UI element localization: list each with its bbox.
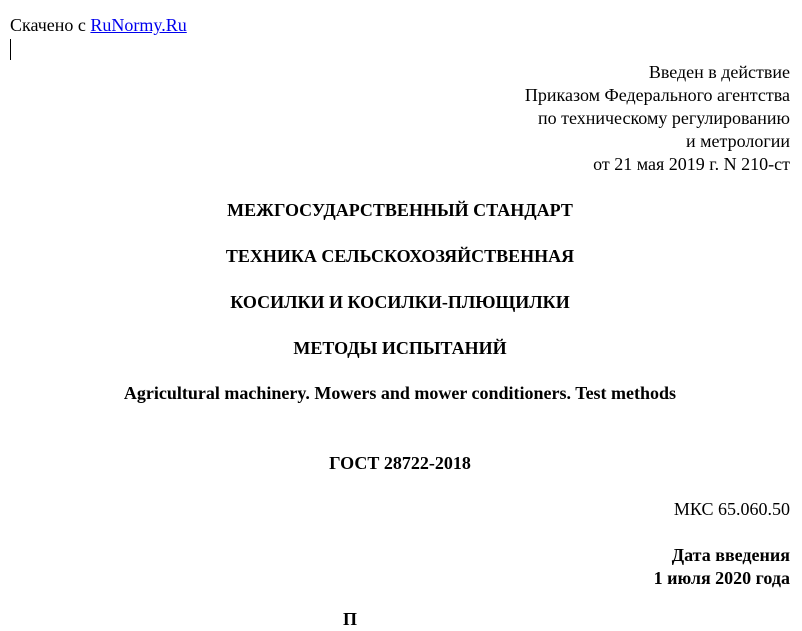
download-prefix: Скачено с (10, 15, 91, 35)
standard-type-heading: МЕЖГОСУДАРСТВЕННЫЙ СТАНДАРТ (227, 200, 573, 220)
mks-code: МКС 65.060.50 (673, 499, 790, 519)
download-source-line (10, 14, 187, 37)
field-heading: ТЕХНИКА СЕЛЬСКОХОЗЯЙСТВЕННАЯ (225, 246, 575, 266)
effective-date-label: Дата введения (671, 545, 790, 565)
text-cursor (10, 39, 11, 60)
enactment-line: от 21 мая 2019 г. N 210-ст (593, 154, 790, 174)
enactment-line: по техническому регулированию (537, 108, 790, 128)
english-title: Agricultural machinery. Mowers and mower conditioners. Test methods (123, 383, 677, 403)
runormy-link[interactable]: RuNormy.Ru (90, 15, 187, 35)
standard-code: ГОСТ 28722-2018 (329, 453, 471, 473)
methods-heading: МЕТОДЫ ИСПЫТАНИЙ (293, 338, 507, 358)
effective-date-value: 1 июля 2020 года (653, 568, 790, 588)
enactment-note (525, 61, 790, 176)
next-heading-partial: П (342, 609, 357, 629)
enactment-line: и метрологии (686, 131, 790, 151)
subject-heading: КОСИЛКИ И КОСИЛКИ-ПЛЮЩИЛКИ (230, 292, 570, 312)
enactment-line: Приказом Федерального агентства (524, 85, 790, 105)
enactment-line: Введен в действие (648, 62, 790, 82)
